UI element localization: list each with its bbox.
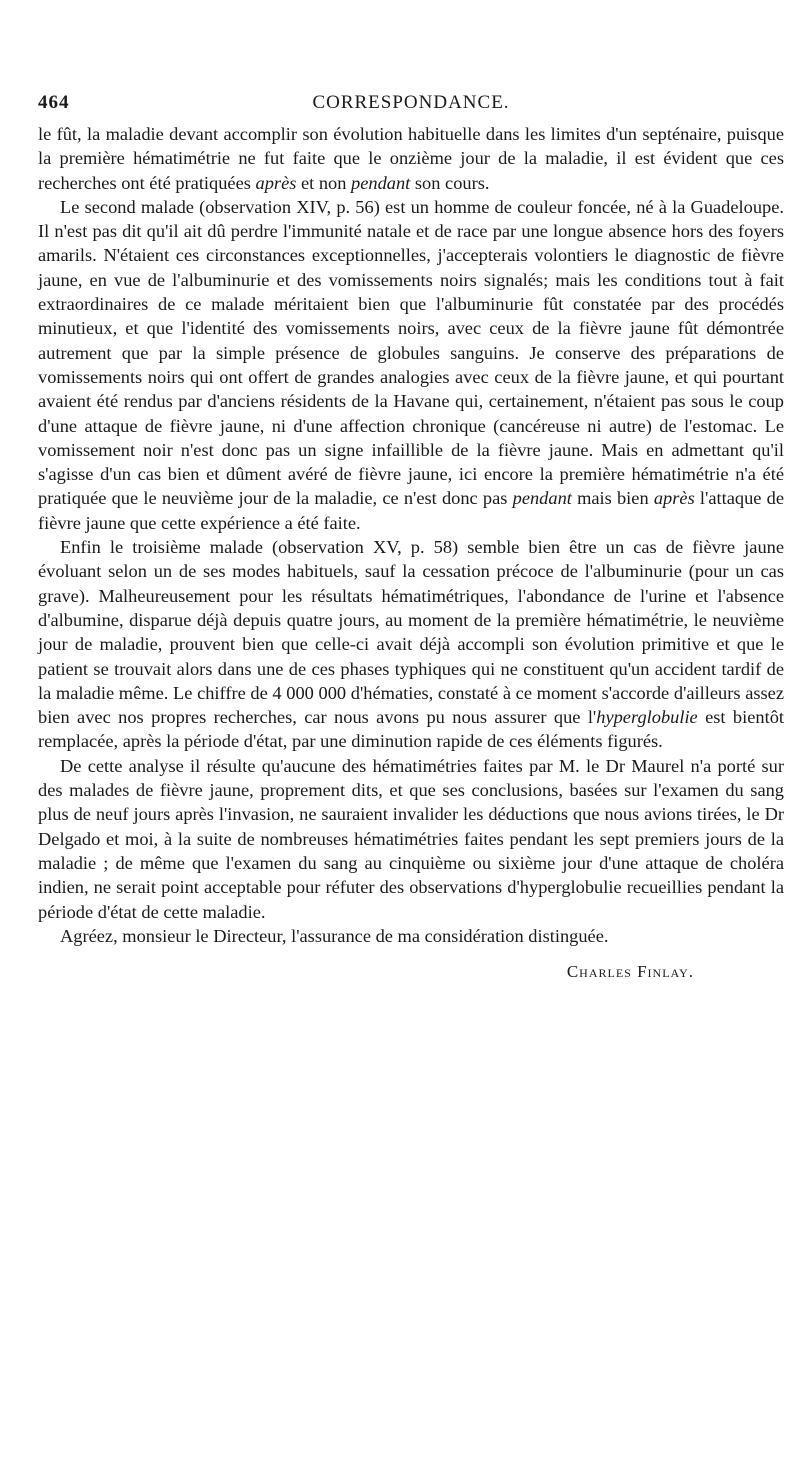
- paragraph-4: [38, 754, 784, 924]
- text-run: et non: [296, 172, 352, 193]
- paragraph-5: [38, 924, 784, 948]
- text-run: Le second malade (observation XIV, p. 56) est un homme de couleur foncée, né à la Guadeloupe. Il n'est pas dit qu'il ait dû perdre l'immunité natale et de race par une longue absence hors des foyers amarils. N'étaient ces circonstances exceptionnelles, j'accepterais volontiers le diagnostic de fièvre jaune, en vue de l'albuminurie et des vomissements noirs signalés; mais les conditions tout à fait extraordinaires de ce malade méritaient bien que l'albuminurie fût constatée par des procédés minutieux, et que l'identité des vomissements noirs, avec ceux de la fièvre jaune fût démontrée autrement que par la simple présence de globules sanguins. Je conserve des préparations de vomissements noirs qui ont offert de grandes analogies avec ceux de la fièvre jaune, et qui pourtant avaient été rendus par d'anciens résidents de la Havane qui, certainement, n'étaient pas sous le coup d'une attaque de fièvre jaune, ni d'une affection chronique (cancéreuse ni autre) de l'estomac. Le vomissement noir n'est donc pas un signe infaillible de la fièvre jaune. Mais en admettant qu'il s'agisse d'un cas bien et dûment avéré de fièvre jaune, ici encore la première hématimétrie n'a été pratiquée que le neuvième jour de la maladie, ce n'est donc pas: [38, 196, 784, 509]
- text-run: est bientôt remplacée, après la période d'état, par une diminution rapide de ces éléments figurés.: [38, 707, 785, 752]
- paragraph-2: [38, 195, 784, 535]
- running-head: CORRESPONDANCE.: [312, 92, 510, 113]
- italic-run: hyperglobulie: [596, 707, 698, 728]
- text-run: le fût, la maladie devant accomplir son évolution habituelle dans les limites d'un septénaire, puisque la première hématimétrie ne fut faite que le onzième jour de la maladie, il est évident que ces recherches ont été pratiquées: [38, 124, 784, 193]
- body-text: [38, 122, 784, 948]
- italic-run: après: [653, 488, 695, 509]
- paragraph-1: [38, 122, 784, 195]
- text-run: De cette analyse il résulte qu'aucune des hématimétries faites par M. le Dr Maurel n'a porté sur des malades de fièvre jaune, proprement dits, et que ses conclusions, basées sur l'examen du sang plus de neuf jours après l'invasion, ne sauraient invalider les déductions que nous avions tirées, le Dr Delgado et moi, à la suite de nombreuses hématimétries faites pendant les sept premiers jours de la maladie ; de même que l'examen du sang au cinquième ou sixième jour d'une attaque de choléra indien, ne serait point acceptable pour réfuter des observations d'hyperglobulie recueillies pendant la période d'état de cette maladie.: [38, 755, 784, 922]
- italic-run: après: [255, 172, 297, 193]
- text-run: son cours.: [410, 172, 490, 193]
- document-page: [38, 84, 784, 982]
- italic-run: pendant: [351, 172, 411, 193]
- paragraph-3: [38, 535, 784, 754]
- page-header: [38, 84, 784, 118]
- italic-run: pendant: [512, 488, 572, 509]
- text-run: Enfin le troisième malade (observation XV, p. 58) semble bien être un cas de fièvre jaune évoluant selon un de ses modes habituels, sauf la cessation précoce de l'albuminurie (pour un cas grave). Malheureusement pour les résultats hématimétriques, l'abondance de l'urine et l'absence d'albumine, disparue déjà depuis quatre jours, au moment de la première hématimétrie, le neuvième jour de maladie, prouvent bien que celle-ci avait déjà accompli son évolution primitive et que le patient se trouvait alors dans une de ces phases typhiques qui ne constituent qu'un accident tardif de la maladie même. Le chiffre de 4 000 000 d'hématies, constaté à ce moment s'accorde d'ailleurs assez bien avec nos propres recherches, car nous avons pu nous assurer que l': [38, 537, 784, 728]
- text-run: mais bien: [571, 488, 654, 509]
- text-run: Agréez, monsieur le Directeur, l'assurance de ma considération distinguée.: [60, 925, 609, 946]
- text-run: l'attaque de fièvre jaune que cette expérience a été faite.: [38, 488, 784, 533]
- signature: Charles Finlay.: [566, 962, 694, 982]
- page-number: 464: [38, 92, 70, 113]
